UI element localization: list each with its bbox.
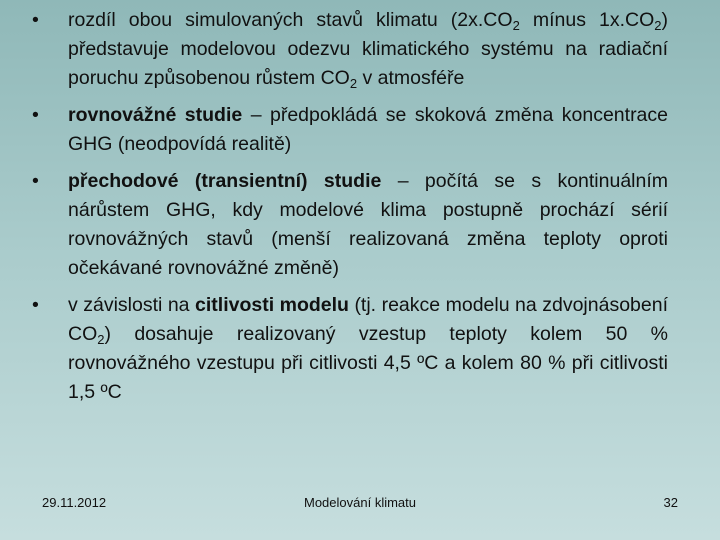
text-run: ) představuje modelovou odezvu klimatického systému na radiační poruchu způsobenou růstem CO xyxy=(68,9,668,89)
bold-term: citlivosti modelu xyxy=(195,294,349,316)
bullet-dot: • xyxy=(32,9,39,31)
text-run: (tj. reakce modelu na zdvojnásobení CO xyxy=(68,294,668,345)
bullet-item xyxy=(32,167,668,283)
bullet-text xyxy=(68,9,668,89)
text-run: rozdíl obou simulovaných stavů klimatu (2x.CO xyxy=(68,9,513,31)
bullet-dot: • xyxy=(32,104,39,126)
text-run: ) dosahuje realizovaný vzestup teploty kolem 50 % rovnovážného vzestupu při citlivosti 4,5 ºC a kolem 80 % při citlivosti 1,5 ºC xyxy=(68,323,668,403)
bold-term: přechodové (transientní) studie xyxy=(68,170,382,192)
text-run: v atmosféře xyxy=(357,67,465,89)
text-run: mínus 1x.CO xyxy=(519,9,655,31)
text-run: – předpokládá se skoková změna koncentrace GHG (neodpovídá realitě) xyxy=(68,104,669,155)
footer-date: 29.11.2012 xyxy=(42,495,107,510)
bullet-item xyxy=(32,101,668,159)
footer-title: Modelování klimatu xyxy=(304,495,416,510)
subscript-text: 2 xyxy=(97,332,105,347)
subscript-text: 2 xyxy=(512,18,520,33)
bullet-list xyxy=(32,6,668,415)
bullet-dot: • xyxy=(32,294,39,316)
bullet-item xyxy=(32,291,668,407)
bold-term: rovnovážné studie xyxy=(68,104,243,126)
bullet-item xyxy=(32,6,668,93)
text-run: v závislosti na xyxy=(68,294,196,316)
subscript-text: 2 xyxy=(349,76,358,91)
subscript-text: 2 xyxy=(654,18,662,33)
bullet-text xyxy=(68,104,668,155)
text-run: – počítá se s kontinuálním nárůstem GHG, kdy modelové klima postupně prochází sérií rovnovážných stavů (menší realizovaná změna teploty oproti očekávané rovnovážné změně) xyxy=(68,170,669,279)
bullet-text xyxy=(68,294,668,403)
bullet-dot: • xyxy=(32,170,39,192)
bullet-text xyxy=(68,170,668,279)
footer-page-number: 32 xyxy=(663,495,678,510)
